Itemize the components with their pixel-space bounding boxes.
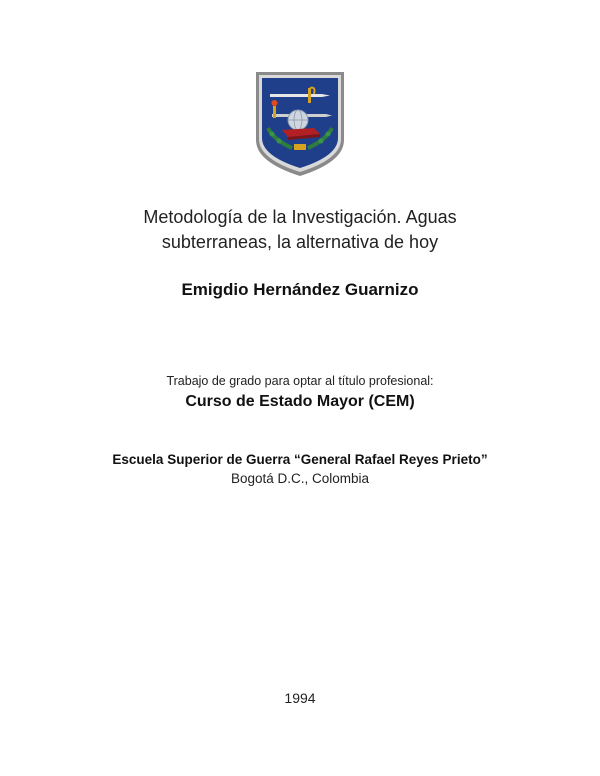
author-name: Emigdio Hernández Guarnizo [181,280,419,299]
city-location: Bogotá D.C., Colombia [230,471,370,486]
publication-year: 1994 [284,690,316,706]
degree-name: Curso de Estado Mayor (CEM) [185,393,415,410]
title-line-2: subterraneas, la alternativa de hoy [161,232,439,252]
degree-intro: Trabajo de grado para optar al título profesional: [166,374,434,388]
title-line-1: Metodología de la Investigación. Aguas [143,207,457,227]
document-title [60,205,540,255]
school-name: Escuela Superior de Guerra “General Rafael Reyes Prieto” [112,452,488,467]
military-school-crest-icon [252,70,348,178]
